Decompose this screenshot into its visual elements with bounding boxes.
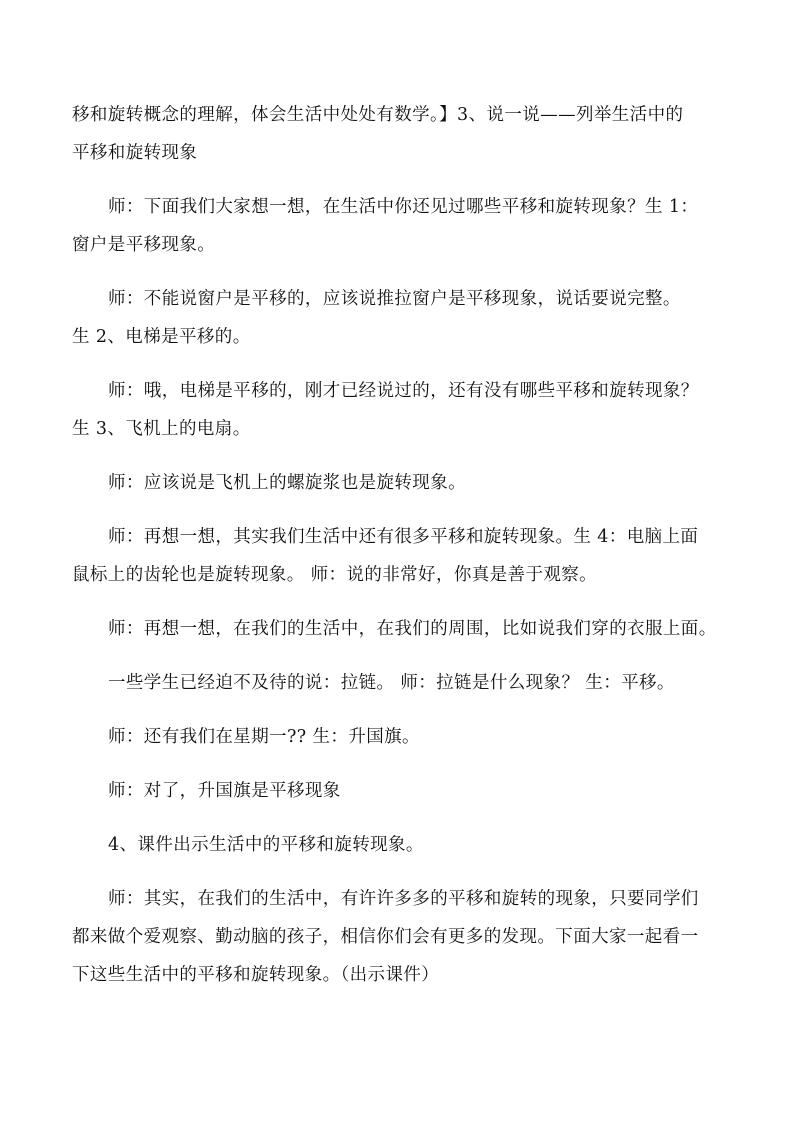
- text-line: 生 2、电梯是平移的。: [72, 327, 251, 347]
- text-line: 移和旋转概念的理解，体会生活中处处有数学。】3、说一说——列举生活中的: [72, 105, 684, 125]
- text-line: 平移和旋转现象: [72, 143, 198, 163]
- text-line: 师：应该说是飞机上的螺旋浆也是旋转现象。: [108, 473, 466, 493]
- paragraph-4: [72, 372, 724, 448]
- paragraph-9: [72, 718, 724, 756]
- text-line: 4、课件出示生活中的平移和旋转现象。: [108, 835, 424, 855]
- paragraph-12: [72, 880, 724, 994]
- text-line: 师：还有我们在星期一?? 生：升国旗。: [108, 727, 420, 747]
- text-line: 师：不能说窗户是平移的，应该说推拉窗户是平移现象，说话要说完整。: [108, 289, 681, 309]
- text-line: 一些学生已经迫不及待的说：拉链。 师：拉链是什么现象？ 生：平移。: [108, 673, 675, 693]
- text-line: 生 3、飞机上的电扇。: [72, 419, 251, 439]
- paragraph-2: [72, 188, 724, 264]
- paragraph-3: [72, 280, 724, 356]
- text-line: 师：再想一想，在我们的生活中，在我们的周围，比如说我们穿的衣服上面。: [108, 619, 717, 639]
- text-line: 窗户是平移现象。: [72, 235, 216, 255]
- paragraph-1: [72, 96, 724, 172]
- paragraph-8: [72, 664, 724, 702]
- paragraph-11: [72, 826, 724, 864]
- paragraph-6: [72, 518, 724, 594]
- text-line: 师：再想一想，其实我们生活中还有很多平移和旋转现象。生 4：电脑上面: [108, 527, 699, 547]
- text-line: 鼠标上的齿轮也是旋转现象。 师：说的非常好，你真是善于观察。: [72, 565, 598, 585]
- text-line: 师：下面我们大家想一想，在生活中你还见过哪些平移和旋转现象？生 1：: [108, 197, 699, 217]
- text-line: 师：哦，电梯是平移的，刚才已经说过的，还有没有哪些平移和旋转现象？: [108, 381, 699, 401]
- paragraph-7: [72, 610, 724, 648]
- text-line: 师：其实，在我们的生活中，有许许多多的平移和旋转的现象，只要同学们: [108, 889, 699, 909]
- text-line: 师：对了，升国旗是平移现象: [108, 781, 341, 801]
- paragraph-5: [72, 464, 724, 502]
- text-line: 都来做个爱观察、勤动脑的孩子，相信你们会有更多的发现。下面大家一起看一: [72, 927, 699, 947]
- document-page: [72, 96, 724, 1010]
- paragraph-10: [72, 772, 724, 810]
- text-line: 下这些生活中的平移和旋转现象。（出示课件）: [72, 965, 440, 985]
